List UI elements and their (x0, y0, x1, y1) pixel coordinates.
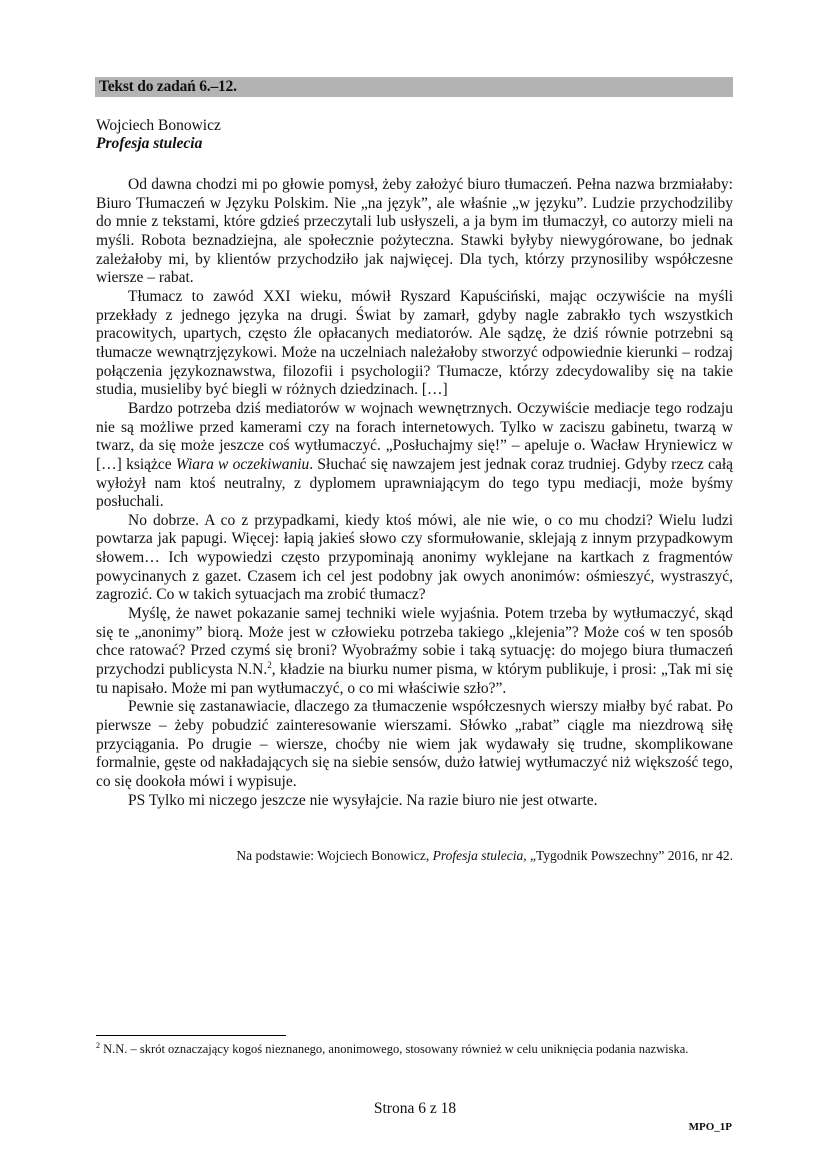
paragraph-text: , kładzie na biurku numer pisma, w którym publikuje, i prosi: „Tak mi się tu napisało. Może mi pan wytłumaczyć, o co mi właściwie szło?”. (96, 661, 733, 697)
source-citation (236, 848, 733, 864)
article-title: Profesja stulecia (96, 135, 203, 152)
footnote-reference[interactable]: 2 (267, 659, 272, 670)
footnote-divider (96, 1035, 286, 1036)
paragraph (96, 605, 733, 698)
paragraph: Pewnie się zastanawiacie, dlaczego za tłumaczenie współczesnych wierszy miałby być rabat. Po pierwsze – żeby pobudzić zainteresowanie wierszami. Słówko „rabat” ciągle ma niezdrową siłę przyciągania. Po drugie – wiersze, choćby nie wiem jak wydawały się trudne, skomplikowane formalnie, gęste od nakładających się na siebie sensów, dużo łatwiej wytłumaczyć niż większość tego, co się dookoła mówi i wypisuje. (96, 698, 733, 790)
section-header-bar (95, 77, 733, 97)
footnote-text: N.N. – skrót oznaczający kogoś nieznanego, anonimowego, stosowany również w celu uniknięcia podania nazwiska. (100, 1042, 689, 1056)
book-title: Wiara w oczekiwaniu (175, 455, 310, 473)
paragraph: PS Tylko mi niczego jeszcze nie wysyłajcie. Na razie biuro nie jest otwarte. (128, 791, 598, 809)
section-header-label: Tekst do zadań 6.–12. (99, 78, 237, 95)
article-body (96, 176, 733, 810)
source-prefix: Na podstawie: Wojciech Bonowicz, (236, 848, 433, 863)
paragraph-text: . Słuchać się nawzajem jest jednak coraz trudniej. Gdyby rzecz całą wyłożył nam ktoś neutralny, z dyplomem uprawniającym do tego typu mediacji, może byśmy posłuchali. (96, 455, 734, 511)
source-suffix: , „Tygodnik Powszechny” 2016, nr 42. (523, 848, 733, 863)
paragraph: Tłumacz to zawód XXI wieku, mówił Ryszard Kapuściński, mając oczywiście na myśli przekłady z jednego języka na drugi. Świat by zamarł, gdyby nagle zabrakło tych wszystkich pracowitych, upartych, często źle opłacanych mediatorów. Ale sądzę, że dziś równie potrzebni są tłumacze wewnątrzjęzykowi. Może na uczelniach należałoby stworzyć odpowiednie kierunki – rodzaj połączenia językoznawstwa, filozofii i psychologii? Tłumacze, którzy zdecydowaliby się na takie studia, musieliby być biegli w różnych dziedzinach. […] (96, 287, 733, 399)
paragraph: No dobrze. A co z przypadkami, kiedy ktoś mówi, ale nie wie, o co mu chodzi? Wielu ludzi powtarza jak papugi. Więcej: łapią jakieś słowo czy sformułowanie, sklejają z innym przypadkowym słowem… Ich wypowiedzi często przypominają anonimy wyklejane na kartkach z fragmentów powycinanych z gazet. Czasem ich cel jest podobny jak owych anonimów: ośmieszyć, wystraszyć, zagrozić. Co w takich sytuacjach ma zrobić tłumacz? (96, 511, 733, 604)
paragraph-text: Myślę, że nawet pokazanie samej techniki wiele wyjaśnia. Potem trzeba by wytłumaczyć, skąd się te „anonimy” biorą. Może jest w człowieku potrzeba takiego „klejenia”? Może coś w ten sposób chce ratować? Przed czymś się broni? Wyobraźmy sobie i taką sytuację: do mojego biura tłumaczeń przychodzi publicysta N.N. (96, 605, 733, 679)
page-number: Strona 6 z 18 (373, 1100, 457, 1117)
footnote (96, 1042, 733, 1058)
paragraph: Od dawna chodzi mi po głowie pomysł, żeby założyć biuro tłumaczeń. Pełna nazwa brzmiałaby: Biuro Tłumaczeń w Języku Polskim. Nie „na język”, ale właśnie „w języku”. Ludzie przychodziliby do mnie z tekstami, które gdzieś przeczytali lub usłyszeli, a ja bym im tłumaczył, co autorzy mieli na myśli. Robota beznadziejna, ale społecznie pożyteczna. Stawki byłyby niewygórowane, bo jednak zależałoby mi, by klientów przychodziło jak najwięcej. Dla tych, którzy przynosiliby współczesne wiersze – rabat. (96, 176, 733, 287)
source-title: Profesja stulecia (432, 848, 524, 863)
paragraph-text: Bardzo potrzeba dziś mediatorów w wojnach wewnętrznych. Oczywiście mediacje tego rodzaju nie są możliwe przed kamerami czy na forach internetowych. Tylko w zaciszu gabinetu, twarzą w twarz, da się może jeszcze coś wytłumaczyć. „Posłuchajmy się!” – apeluje o. Wacław Hryniewicz w […] książce (96, 399, 733, 473)
footnote-marker: 2 (96, 1040, 100, 1050)
paragraph (96, 400, 733, 512)
exam-code: MPO_1P (688, 1121, 732, 1133)
article-author: Wojciech Bonowicz (96, 117, 221, 134)
